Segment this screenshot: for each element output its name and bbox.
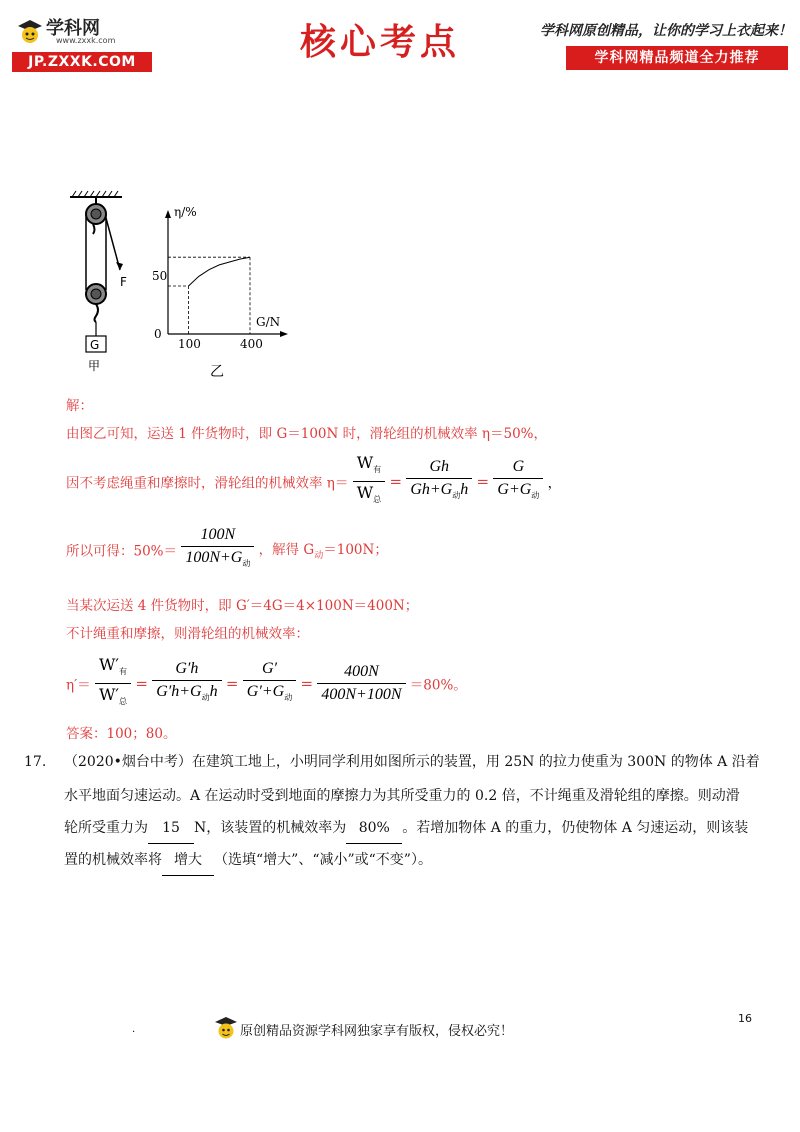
fraction-400n — [317, 661, 405, 706]
mascot-logo-icon — [14, 18, 46, 48]
fraction-400n-den: 400N+100N — [321, 686, 402, 703]
graph-y-label: η/% — [174, 205, 197, 219]
solution-line-4-result: ，解得 G — [258, 542, 315, 558]
pulley-caption: 甲 — [88, 359, 101, 373]
fraction-w-ratio — [353, 452, 385, 511]
w-prime-total: W′ — [98, 685, 120, 704]
fraction-g-den: G+G — [497, 481, 532, 498]
fraction-g-num: G — [493, 456, 543, 479]
footer-mascot-icon — [212, 1014, 240, 1044]
comma: ， — [547, 475, 562, 492]
sub-useful: 有 — [119, 667, 128, 676]
sub-total: 总 — [119, 697, 128, 706]
fraction-w-prime-ratio — [95, 654, 131, 713]
fraction-100n-num: 100N — [181, 524, 254, 547]
fraction-gh-den-tail: h — [460, 481, 469, 498]
solution-line-7-result: ＝80%。 — [409, 677, 467, 694]
sub-moving: 动 — [314, 551, 324, 561]
fraction-gh — [406, 456, 472, 507]
w-prime-useful: W′ — [98, 655, 120, 674]
footer-copyright: 原创精品资源学科网独家享有版权，侵权必究！ — [240, 1024, 514, 1039]
equals-sign: = — [389, 472, 403, 491]
logo-name: 学科网 — [46, 18, 100, 39]
logo-url: www.zxxk.com — [56, 36, 116, 45]
graph-y-tick-50: 50 — [152, 269, 168, 283]
header-slogan: 学科网原创精品，让你的学习上衣起来！ — [540, 23, 792, 39]
solution-label: 解： — [66, 398, 93, 414]
solution-line-3 — [66, 452, 561, 506]
solution-line-4 — [66, 524, 388, 578]
fraction-g-prime-h-den: G′h+G — [156, 683, 202, 700]
w-useful: W — [356, 453, 374, 472]
page-number: 16 — [738, 1012, 752, 1025]
fraction-g-prime-den: G′+G — [246, 683, 285, 700]
equals-sign: = — [225, 674, 239, 693]
answer-blank-1[interactable]: 15 — [148, 814, 194, 844]
fraction-g-prime — [243, 658, 296, 709]
question-line-3-b: N，该装置的机械效率为 — [194, 820, 347, 836]
question-line-3-c: 。若增加物体 A 的重力，仍使物体 A 匀速运动，则该装 — [402, 820, 749, 836]
solution-line-7 — [66, 654, 467, 708]
question-line-4-b: （选填“增大”、“减小”或“不变”）。 — [214, 852, 432, 868]
graph-x-tick-400: 400 — [240, 337, 263, 351]
sub-moving: 动 — [531, 491, 540, 500]
question-line-3 — [64, 814, 748, 844]
question-line-4 — [64, 846, 432, 876]
graph-x-label: G/N — [256, 315, 281, 329]
question-line-4-a: 置的机械效率将 — [64, 852, 162, 868]
fraction-g-prime-h-den-tail: h — [209, 683, 218, 700]
efficiency-curve — [189, 257, 251, 286]
answer-blank-3[interactable]: 增大 — [162, 846, 214, 876]
question-line-3-a: 轮所受重力为 — [64, 820, 148, 836]
graph-caption: 乙 — [210, 364, 224, 380]
equals-sign: = — [135, 674, 148, 693]
channel-bar: 学科网精品频道全力推荐 — [566, 46, 788, 70]
logo-bar[interactable]: JP.ZXXK.COM — [12, 52, 152, 72]
graph-x-tick-100: 100 — [178, 337, 201, 351]
solution-line-4-tail: ＝100N； — [323, 542, 388, 558]
sub-moving: 动 — [201, 693, 210, 702]
question-line-1: （2020•烟台中考）在建筑工地上，小明同学利用如图所示的装置，用 25N 的拉力使重为 300N 的物体 A 沿着 — [64, 754, 760, 770]
sub-moving: 动 — [242, 559, 251, 568]
solution-line-2: 由图乙可知，运送 1 件货物时，即 G＝100N 时，滑轮组的机械效率 η＝50%， — [66, 426, 548, 442]
fraction-gh-den: Gh+G — [410, 481, 453, 498]
w-total: W — [356, 483, 374, 502]
question-line-2: 水平地面匀速运动。A 在运动时受到地面的摩擦力为其所受重力的 0.2 倍，不计绳重及滑轮组的摩擦。则动滑 — [64, 788, 740, 804]
fraction-g-prime-h — [152, 658, 221, 709]
equals-sign: = — [300, 674, 314, 693]
fraction-gh-num: Gh — [406, 456, 472, 479]
footer-dot: . — [132, 1024, 136, 1035]
solution-line-4-prefix: 所以可得：50%＝ — [66, 543, 178, 560]
fraction-100n — [181, 524, 254, 575]
answer-blank-2[interactable]: 80% — [346, 814, 402, 844]
graph-origin: 0 — [154, 327, 162, 341]
fraction-g — [493, 456, 543, 507]
efficiency-graph — [148, 200, 298, 380]
solution-line-6: 不计绳重和摩擦，则滑轮组的机械效率： — [66, 626, 309, 642]
sub-moving: 动 — [452, 491, 461, 500]
solution-line-5: 当某次运送 4 件货物时，即 G′＝4G＝4×100N＝400N； — [66, 598, 419, 614]
page-title: 核心考点 — [299, 21, 460, 63]
fraction-g-prime-h-num: G′h — [152, 658, 221, 681]
question-number: 17. — [24, 754, 47, 770]
equals-sign: = — [476, 472, 490, 491]
sub-moving: 动 — [284, 693, 293, 702]
weight-label: G — [90, 338, 100, 352]
answer-line: 答案：100；80。 — [66, 726, 177, 742]
sub-total: 总 — [373, 495, 382, 504]
solution-line-7-prefix: η′＝ — [66, 677, 91, 694]
pulley-diagram — [60, 188, 140, 378]
fraction-400n-num: 400N — [317, 661, 405, 684]
force-label: F — [120, 275, 127, 289]
fraction-100n-den: 100N+G — [185, 549, 243, 566]
sub-useful: 有 — [373, 465, 382, 474]
fraction-g-prime-num: G′ — [243, 658, 296, 681]
solution-line-3-prefix: 因不考虑绳重和摩擦时，滑轮组的机械效率 η＝ — [66, 475, 349, 492]
